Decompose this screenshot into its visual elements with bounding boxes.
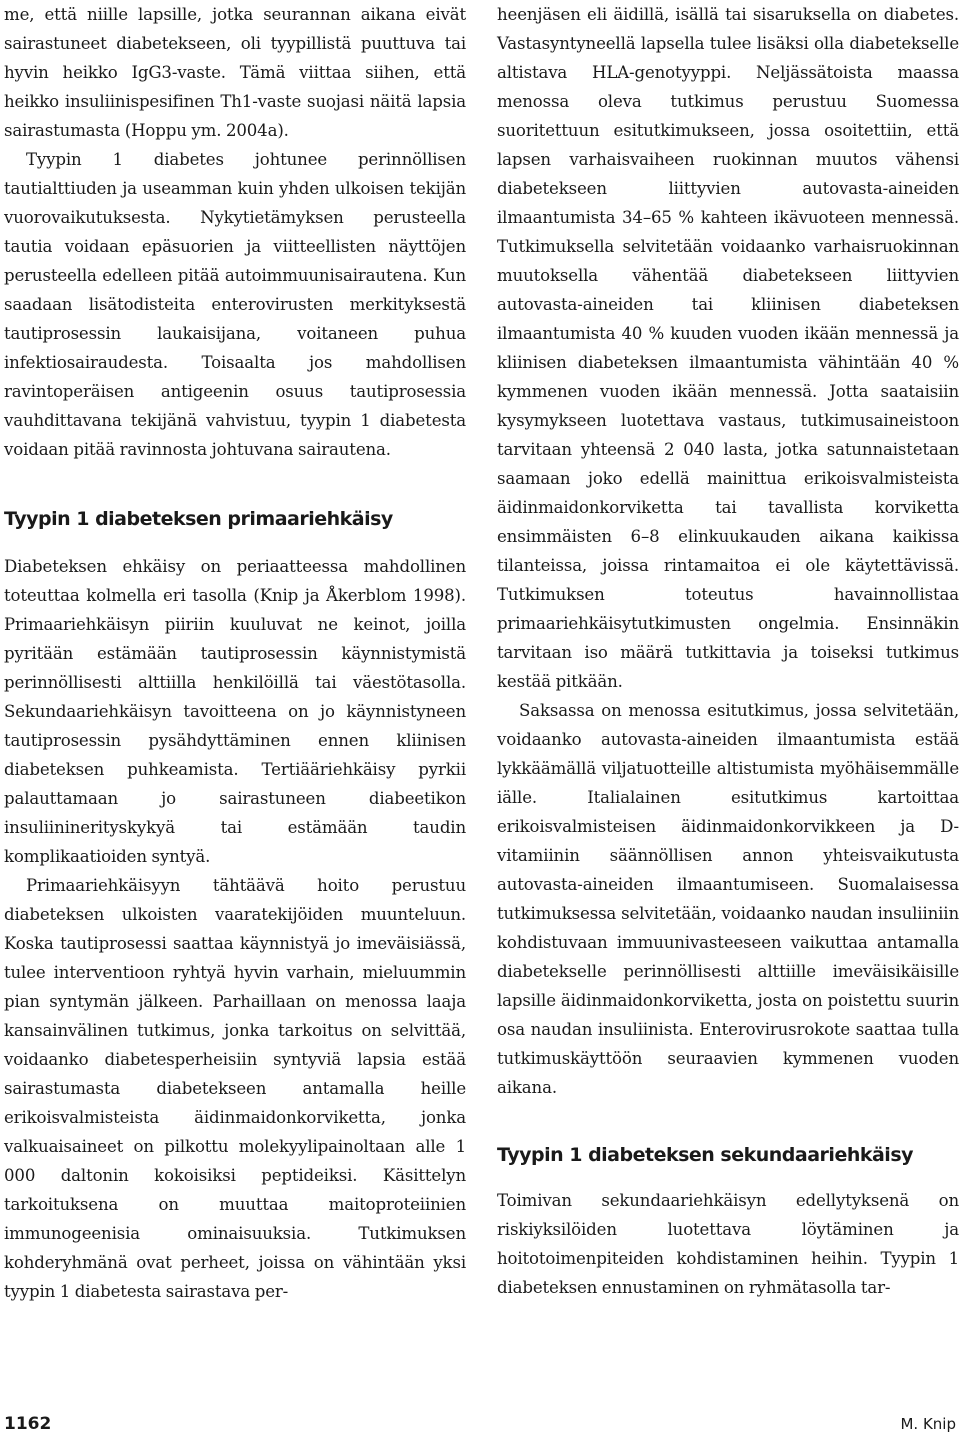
body-paragraph: Saksassa on menossa esitutkimus, jossa selvitetään, voidaanko autovasta-aineiden ilmaantumista estää lykkäämällä viljatuotteille altistumista myöhäisemmälle iälle. Italialainen esitutkimus kartoittaa erikoisvalmisteisen äidinmaidonkorvikkeen ja D-vitamiinin säännöllisen annon yhteisvaikutusta autovasta-aineiden ilmaantumiseen. Suomalaisessa tutkimuksessa selvitetään, voidaanko naudan insuliiniin kohdistuvaan immuunivasteeseen vaikuttaa antamalla diabetekselle perinnöllisesti alttiille imeväisikäisille lapsille äidinmaidonkorviketta, josta on poistettu suurin osa naudan insuliinista. Enterovirusrokote saattaa tulla tutkimuskäyttöön seuraavien kymmenen vuoden aikana.: [497, 701, 959, 1097]
section-heading-secondary-prevention: Tyypin 1 diabeteksen sekundaariehkäisy: [497, 1144, 914, 1166]
running-author: M. Knip: [900, 1415, 956, 1433]
body-paragraph: Toimivan sekundaariehkäisyn edellytyksenä on riskiyksilöiden luotettava löytäminen ja hoitotoimenpiteiden kohdistaminen heihin. Tyypin 1 diabeteksen ennustaminen on ryhmätasolla tar-: [497, 1191, 959, 1297]
body-paragraph: heenjäsen eli äidillä, isällä tai sisaruksella on diabetes. Vastasyntyneellä lapsella tulee lisäksi olla diabetekselle altistava HLA-genotyyppi. Neljässätoista maassa menossa oleva tutkimus perustuu Suomessa suoritettuun esitutkimukseen, jossa osoitettiin, että lapsen varhaisvaiheen ruokinnan muutos vähensi diabetekseen liittyvien autovasta-aineiden ilmaantumista 34–65 % kahteen ikävuoteen mennessä. Tutkimuksella selvitetään voidaanko varhaisruokinnan muutoksella vähentää diabetekseen liittyvien autovasta-aineiden tai kliinisen diabeteksen ilmaantumista 40 % kuuden vuoden ikään mennessä ja kliinisen diabeteksen ilmaantumista vähintään 40 % kymmenen vuoden ikään mennessä. Jotta saataisiin kysymykseen luotettava vastaus, tutkimusaineistoon tarvitaan yhteensä 2 040 lasta, jotka satunnaistetaan saamaan joko edellä mainittua erikoisvalmisteista äidinmaidonkorviketta tai tavallista korviketta ensimmäisten 6–8 elinkuukauden aikana kaikissa tilanteissa, joissa rintamaitoa ei ole käytettävissä. Tutkimuksen toteutus havainnollistaa primaariehkäisytutkimusten ongelmia. Ensinnäkin tarvitaan iso määrä tutkittavia ja toiseksi tutkimus kestää pitkään.: [497, 5, 959, 691]
page-number: 1162: [4, 1414, 52, 1434]
body-paragraph: Diabeteksen ehkäisy on periaatteessa mahdollinen toteuttaa kolmella eri tasolla (Knip ja Åkerblom 1998). Primaariehkäisyn piiriin kuuluvat ne keinot, joilla pyritään estämään tautiprosessin käynnistymistä perinnöllisesti alttiilla henkilöillä tai väestötasolla. Sekundaariehkäisyn tavoitteena on jo käynnistyneen tautiprosessin pysähdyttäminen ennen kliinisen diabeteksen puhkeamista. Tertiääriehkäisy pyrkii palauttamaan jo sairastuneen diabeetikon insuliininerityskykyä tai estämään taudin komplikaatioiden syntyä.: [4, 557, 466, 866]
section-heading-primary-prevention: Tyypin 1 diabeteksen primaariehkäisy: [4, 508, 393, 530]
right-column: [497, 0, 959, 1302]
body-paragraph: Tyypin 1 diabetes johtunee perinnöllisen tautialttiuden ja useamman kuin yhden ulkoisen tekijän vuorovaikutuksesta. Nykytietämyksen perusteella tautia voidaan epäsuorien ja viitteellisten näyttöjen perusteella edelleen pitää autoimmuunisairautena. Kun saadaan lisätodisteita enterovirusten merkityksestä tautiprosessin laukaisijana, voitaneen puhua infektiosairaudesta. Toisaalta jos mahdollisen ravintoperäisen antigeenin osuus tautiprosessia vauhdittavana tekijänä vahvistuu, tyypin 1 diabetesta voidaan pitää ravinnosta johtuvana sairautena.: [4, 150, 466, 459]
body-paragraph: Primaariehkäisyyn tähtäävä hoito perustuu diabeteksen ulkoisten vaaratekijöiden muunteluun. Koska tautiprosessi saattaa käynnistyä jo imeväisiässä, tulee interventioon ryhtyä hyvin varhain, mieluummin pian syntymän jälkeen. Parhaillaan on menossa laaja kansainvälinen tutkimus, jonka tarkoitus on selvittää, voidaanko diabetesperheisiin syntyviä lapsia estää sairastumasta diabetekseen antamalla heille erikoisvalmisteista äidinmaidonkorviketta, jonka valkuaisaineet on pilkottu molekyylipainoltaan alle 1 000 daltonin kokoisiksi peptideiksi. Käsittelyn tarkoituksena on muuttaa maitoproteiinien immunogeenisia ominaisuuksia. Tutkimuksen kohderyhmänä ovat perheet, joissa on vähintään yksi tyypin 1 diabetesta sairastava per-: [4, 876, 466, 1301]
body-paragraph: me, että niille lapsille, jotka seurannan aikana eivät sairastuneet diabetekseen, oli tyypillistä puuttuva tai hyvin heikko IgG3-vaste. Tämä viittaa siihen, että heikko insuliinispesifinen Th1-vaste suojasi näitä lapsia sairastumasta (Hoppu ym. 2004a).: [4, 5, 466, 140]
left-column: [4, 0, 466, 1306]
